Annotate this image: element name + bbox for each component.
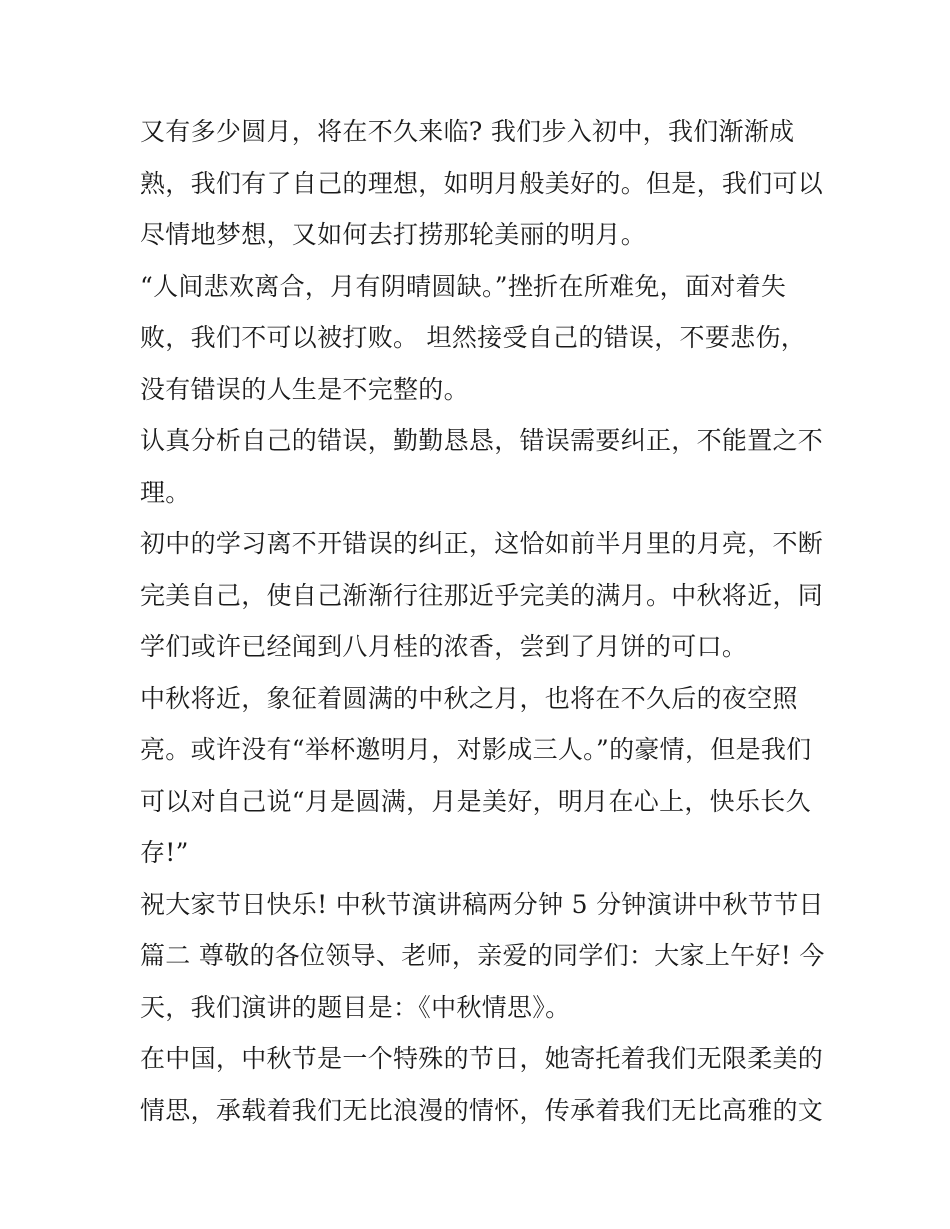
text-line: 情思，承载着我们无比浪漫的情怀，传承着我们无比高雅的文 <box>140 1095 824 1125</box>
text-line: 完美自己，使自己渐渐行往那近乎完美的满月。中秋将近，同 <box>140 580 824 610</box>
text-line: 祝大家节日快乐! 中秋节演讲稿两分钟 5 分钟演讲中秋节节日 <box>140 889 824 919</box>
text-line: 认真分析自己的错误，勤勤恳恳，错误需要纠正，不能置之不 <box>140 426 824 455</box>
text-line: 又有多少圆月，将在不久来临? 我们步入初中，我们渐渐成 <box>140 117 795 146</box>
text-line: 熟，我们有了自己的理想，如明月般美好的。但是，我们可以 <box>140 168 824 198</box>
document-body <box>140 106 825 1136</box>
text-line: 理。 <box>140 477 191 507</box>
text-line: 学们或许已经闻到八月桂的浓香，尝到了月饼的可口。 <box>140 632 748 661</box>
text-line: 败，我们不可以被打败。 坦然接受自己的错误，不要悲伤， <box>140 323 807 352</box>
text-line: 在中国，中秋节是一个特殊的节日，她寄托着我们无限柔美的 <box>140 1044 824 1073</box>
text-line: 尽情地梦想，又如何去打捞那轮美丽的明月。 <box>140 220 647 249</box>
text-line: 中秋将近，象征着圆满的中秋之月，也将在不久后的夜空照 <box>140 683 798 713</box>
text-line: 天，我们演讲的题目是：《中秋情思》。 <box>140 992 571 1022</box>
text-line: 篇二 尊敬的各位领导、老师，亲爱的同学们：大家上午好! 今 <box>140 941 825 970</box>
text-line: 初中的学习离不开错误的纠正，这恰如前半月里的月亮，不断 <box>140 529 824 558</box>
text-line: 存!” <box>140 838 189 867</box>
text-line: 可以对自己说“月是圆满，月是美好，明月在心上，快乐长久 <box>140 786 811 816</box>
text-line: 亮。或许没有“举杯邀明月，对影成三人。”的豪情，但是我们 <box>140 735 812 764</box>
text-line: 没有错误的人生是不完整的。 <box>140 374 469 404</box>
text-line: “人间悲欢离合，月有阴晴圆缺。”挫折在所难免，面对着失 <box>140 271 787 301</box>
